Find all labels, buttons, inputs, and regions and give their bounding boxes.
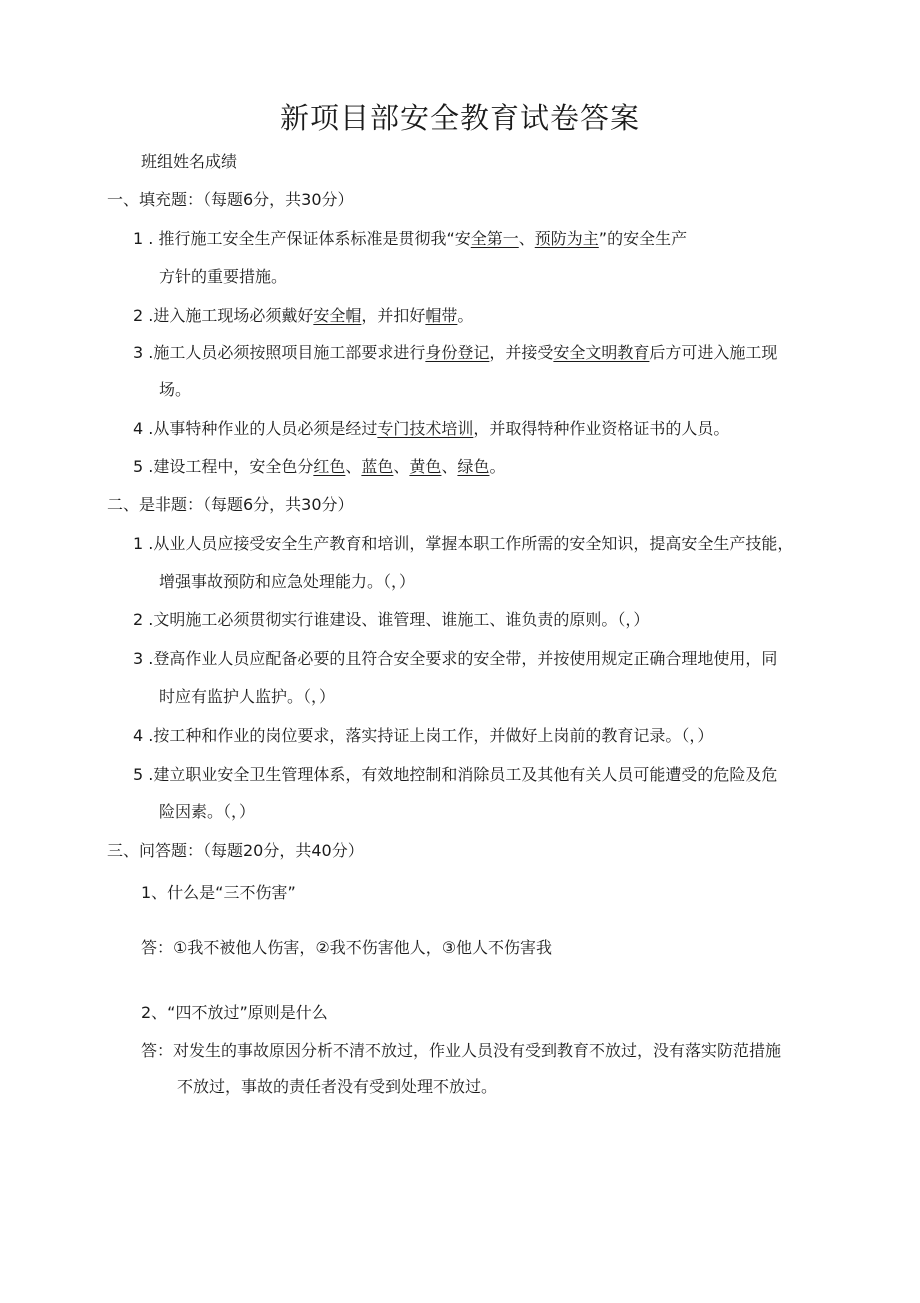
- fill-question-4: 4 .从事特种作业的人员必须是经过专门技术培训，并取得特种作业资格证书的人员。: [133, 419, 730, 438]
- answer-blank: 预防为主: [534, 229, 599, 248]
- qa-question-1: 1、什么是“三不伤害”: [141, 883, 296, 902]
- qa-answer-1: 答：①我不被他人伤害，②我不伤害他人，③他人不伤害我: [141, 938, 553, 957]
- fill-question-3: 3 .施工人员必须按照项目施工部要求进行身份登记，并接受安全文明教育后方可进入施工现: [133, 343, 778, 362]
- tf-question-3-cont: 时应有监护人监护。（，）: [159, 687, 336, 706]
- qa-question-2: 2、“四不放过”原则是什么: [141, 1003, 328, 1022]
- tf-question-1-cont: 增强事故预防和应急处理能力。（，）: [159, 572, 416, 591]
- answer-blank: 帽带: [425, 306, 458, 325]
- section-heading-fill-in: 一、填充题：（每题6分，共30分）: [107, 190, 354, 209]
- answer-blank: 全第一: [470, 229, 519, 248]
- answer-blank: 黄色: [409, 457, 442, 476]
- tf-question-3: 3 .登高作业人员应配备必要的且符合安全要求的安全带，并按使用规定正确合理地使用，同: [133, 649, 778, 668]
- fill-question-2: 2 .进入施工现场必须戴好安全帽，并扣好帽带。: [133, 306, 474, 325]
- answer-blank: 安全帽: [313, 306, 362, 325]
- qa-answer-2: 答：对发生的事故原因分析不清不放过，作业人员没有受到教育不放过，没有落实防范措施: [141, 1041, 782, 1060]
- fill-question-1: 1 . 推行施工安全生产保证体系标准是贯彻我“安全第一、预防为主”的安全生产: [133, 229, 688, 248]
- tf-question-1: 1 .从业人员应接受安全生产教育和培训，掌握本职工作所需的安全知识，提高安全生产技能，: [133, 534, 794, 553]
- answer-blank: 安全文明教育: [553, 343, 650, 362]
- page-title: 新项目部安全教育试卷答案: [279, 101, 640, 135]
- tf-question-2: 2 .文明施工必须贯彻实行谁建设、谁管理、谁施工、谁负责的原则。（，）: [133, 610, 650, 629]
- answer-blank: 红色: [313, 457, 346, 476]
- answer-blank: 专门技术培训: [377, 419, 474, 438]
- answer-blank: 绿色: [457, 457, 490, 476]
- tf-question-5: 5 .建立职业安全卫生管理体系，有效地控制和消除员工及其他有关人员可能遭受的危险及危: [133, 765, 778, 784]
- answer-blank: 身份登记: [425, 343, 490, 362]
- fill-question-1-cont: 方针的重要措施。: [159, 267, 288, 286]
- section-heading-true-false: 二、是非题：（每题6分，共30分）: [107, 495, 354, 514]
- fill-question-5: 5 .建设工程中，安全色分红色、蓝色、黄色、绿色。: [133, 457, 506, 476]
- section-heading-qa: 三、问答题：（每题20分，共40分）: [107, 841, 364, 860]
- header-line: 班组姓名成绩: [141, 152, 238, 171]
- tf-question-5-cont: 险因素。（，）: [159, 802, 256, 821]
- qa-answer-2-cont: 不放过，事故的责任者没有受到处理不放过。: [177, 1077, 498, 1096]
- answer-blank: 蓝色: [361, 457, 394, 476]
- tf-question-4: 4 .按工种和作业的岗位要求，落实持证上岗工作，并做好上岗前的教育记录。（，）: [133, 726, 714, 745]
- fill-question-3-cont: 场。: [159, 380, 192, 399]
